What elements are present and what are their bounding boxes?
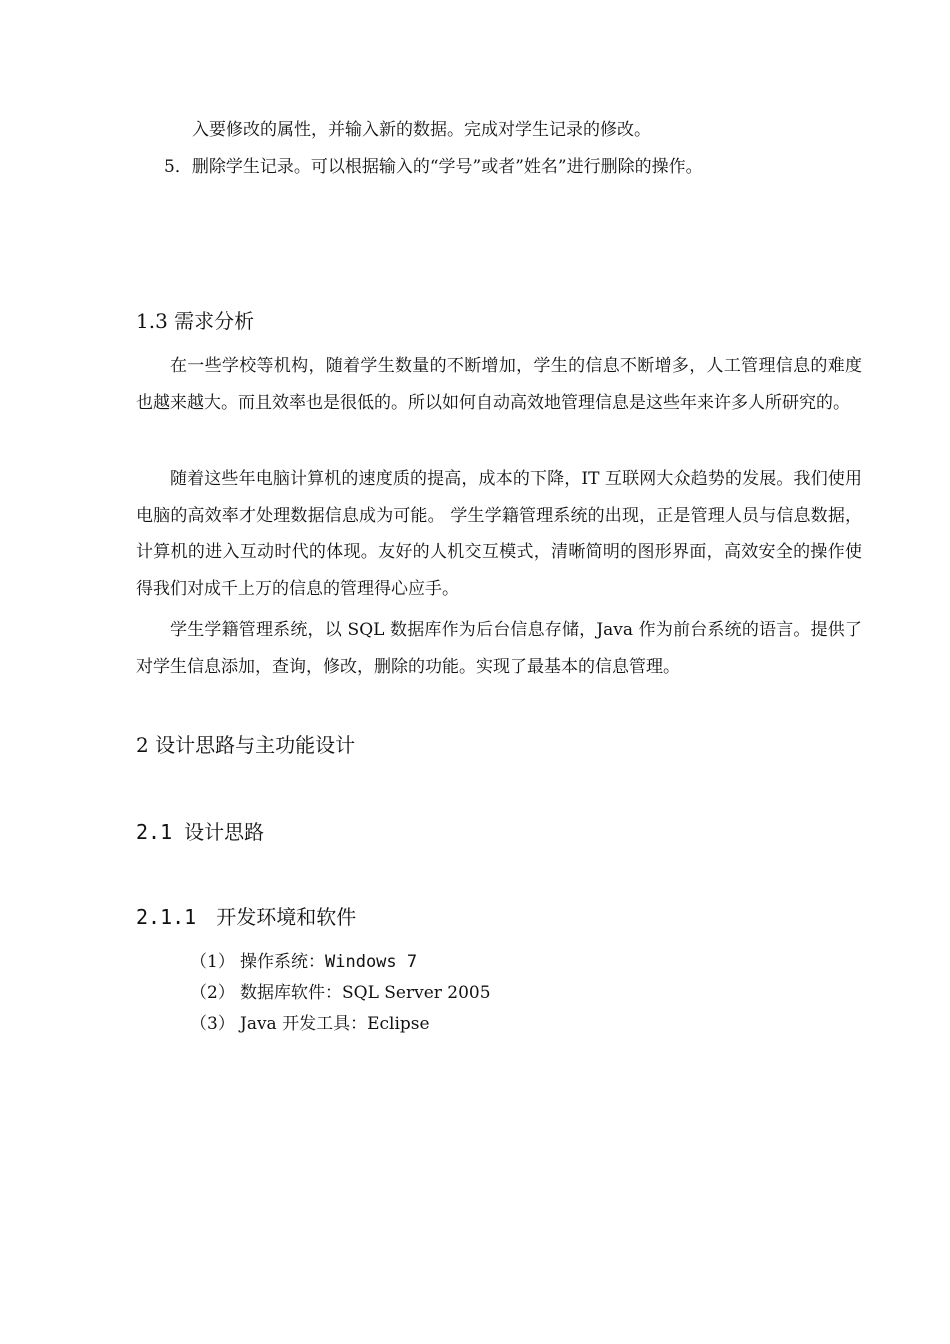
paragraph-1: 在一些学校等机构，随着学生数量的不断增加，学生的信息不断增多，人工管理信息的难度也越来越大。而且效率也是很低的。所以如何自动高效地管理信息是这些年来许多人所研究的。 (136, 356, 862, 413)
list-item-text: 数据库软件：SQL Server 2005 (240, 983, 491, 1003)
paragraph-3: 学生学籍管理系统，以 SQL 数据库作为后台信息存储，Java 作为前台系统的语言。提供了对学生信息添加，查询，修改，删除的功能。实现了最基本的信息管理。 (136, 620, 862, 677)
list-item-number: （1） (190, 952, 235, 972)
list-item-delete-record: 5．删除学生记录。可以根据输入的“学号”或者”姓名”进行删除的操作。 (164, 157, 703, 177)
section-heading-2: 2 设计思路与主功能设计 (136, 733, 356, 757)
list-item-number: （2） (190, 983, 235, 1003)
section-heading-2-1: 2.1 设计思路 (136, 820, 265, 844)
list-item-text: 操作系统：Windows 7 (240, 952, 418, 972)
section-heading-2-1-1: 2.1.1 开发环境和软件 (136, 905, 357, 929)
list-item-text: Java 开发工具：Eclipse (240, 1014, 430, 1034)
paragraph-2: 随着这些年电脑计算机的速度质的提高，成本的下降，IT 互联网大众趋势的发展。我们使用电脑的高效率才处理数据信息成为可能。 学生学籍管理系统的出现，正是管理人员与信息数据，计算机的进入互动时代的体现。友好的人机交互模式，清晰简明的图形界面，高效安全的操作使得我们对成千上万的信息的管理得心应手。 (136, 469, 862, 599)
list-item-number: （3） (190, 1014, 235, 1034)
section-heading-1-3: 1.3 需求分析 (136, 309, 255, 333)
list-item (190, 1014, 430, 1034)
continued-text-line: 入要修改的属性，并输入新的数据。完成对学生记录的修改。 (192, 120, 651, 140)
list-item (190, 952, 417, 972)
list-item (190, 983, 491, 1003)
